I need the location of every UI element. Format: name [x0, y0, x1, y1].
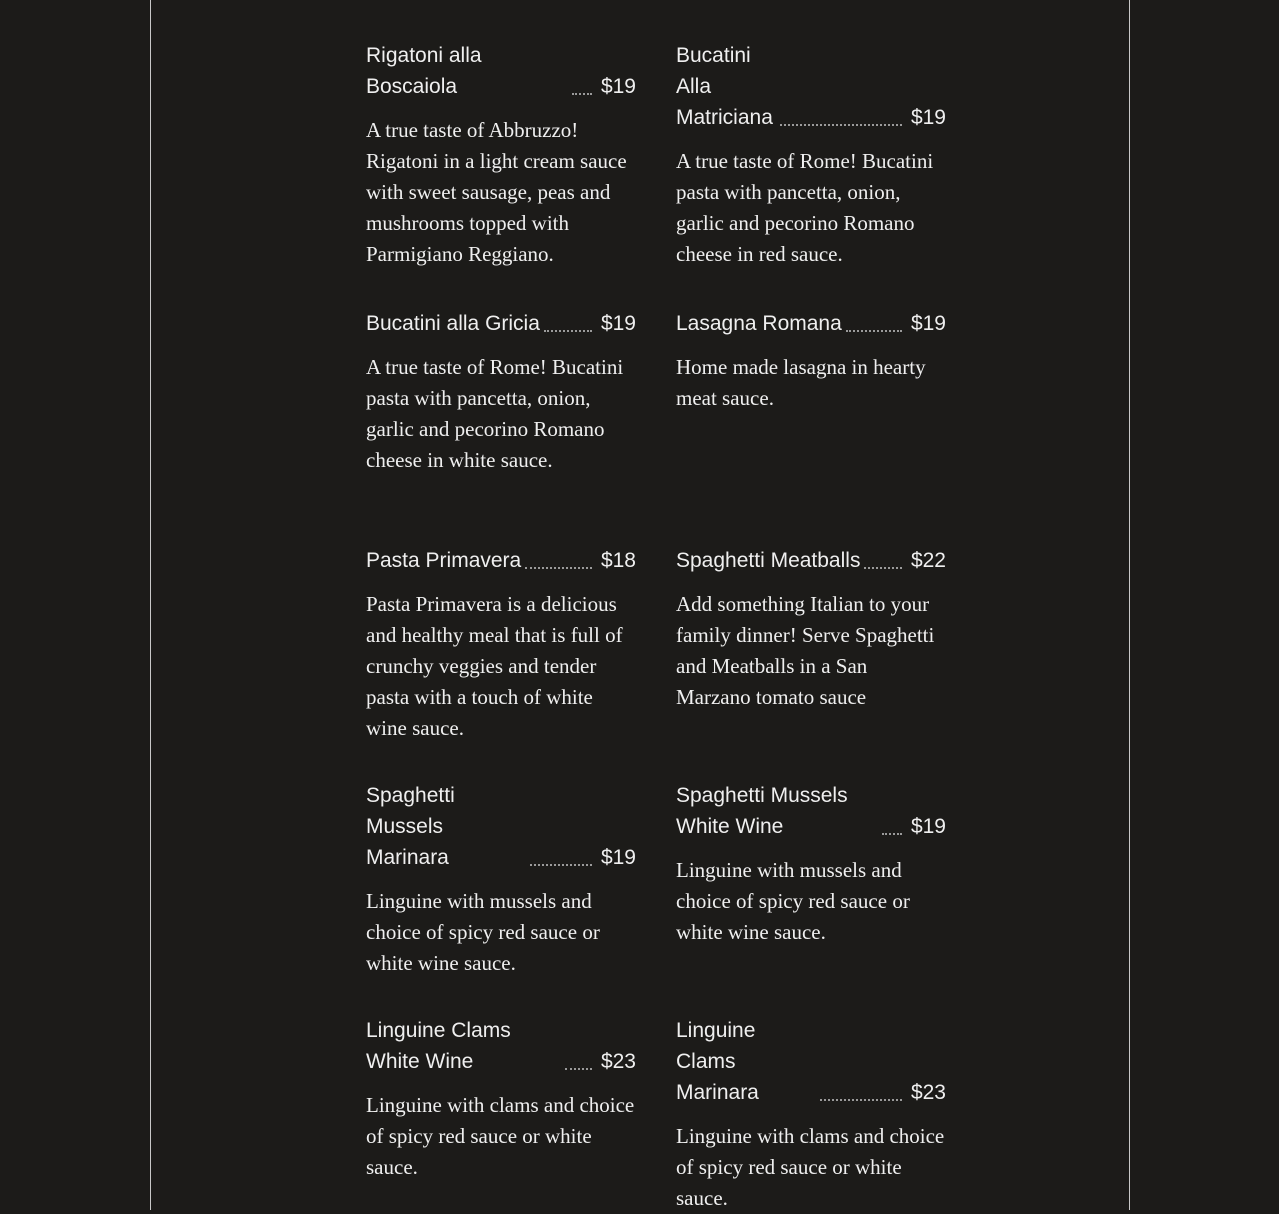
dotted-leader — [820, 1098, 902, 1101]
menu-item-price: $19 — [910, 106, 946, 129]
dotted-leader — [544, 329, 592, 332]
menu-item-price: $19 — [910, 312, 946, 335]
menu-item-price: $22 — [910, 549, 946, 572]
menu-item-description: Linguine with clams and choice of spicy red sauce or white sauce. — [676, 1124, 945, 1210]
menu-item-header — [676, 1015, 946, 1108]
dotted-leader — [864, 566, 902, 569]
menu-item-description: Pasta Primavera is a delicious and healthy meal that is full of crunchy veggies and tender pasta with a touch of white wine sauce. — [366, 592, 623, 740]
dotted-leader — [525, 566, 592, 569]
menu-item — [366, 780, 636, 1015]
menu-item-name: Spaghetti Meatballs — [676, 549, 861, 572]
menu-item-name: Rigatoni alla Boscaiola — [366, 44, 482, 98]
menu-item — [366, 545, 636, 780]
menu-item — [676, 545, 946, 780]
left-border-line — [150, 0, 151, 1210]
menu-item-price: $19 — [600, 846, 636, 869]
menu-item-price: $23 — [600, 1050, 636, 1073]
menu-item-price: $19 — [600, 312, 636, 335]
menu-item-header — [676, 40, 946, 133]
dotted-leader — [882, 832, 902, 835]
menu-item-price: $19 — [910, 815, 946, 838]
menu-item-price: $19 — [600, 75, 636, 98]
menu-item-name: Linguine Clams Marinara — [676, 1019, 759, 1104]
menu-item-description: A true taste of Abbruzzo! Rigatoni in a light cream sauce with sweet sausage, peas and mushrooms topped with Parmigiano Reggiano. — [366, 118, 627, 266]
dotted-leader — [846, 329, 902, 332]
menu-grid — [366, 40, 946, 1214]
menu-item-name: Linguine Clams White Wine — [366, 1019, 511, 1073]
right-border-line — [1129, 0, 1130, 1210]
menu-item — [366, 308, 636, 545]
menu-item-header — [366, 545, 636, 576]
menu-item-name: Spaghetti Mussels White Wine — [676, 784, 848, 838]
menu-item-header — [676, 545, 946, 576]
menu-item-description: A true taste of Rome! Bucatini pasta with pancetta, onion, garlic and pecorino Romano cheese in red sauce. — [676, 149, 934, 266]
menu-item-header — [366, 308, 636, 339]
menu-item-description: A true taste of Rome! Bucatini pasta with pancetta, onion, garlic and pecorino Romano cheese in white sauce. — [366, 355, 624, 472]
dotted-leader — [780, 123, 902, 126]
dotted-leader — [572, 92, 592, 95]
menu-item-description: Home made lasagna in hearty meat sauce. — [676, 355, 926, 410]
menu-item-name: Pasta Primavera — [366, 549, 522, 572]
menu-item-name: Bucatini alla Gricia — [366, 312, 540, 335]
menu-item — [676, 780, 946, 1015]
menu-item — [366, 40, 636, 308]
menu-item-price: $23 — [910, 1081, 946, 1104]
menu-item-header — [366, 1015, 636, 1077]
menu-item-description: Linguine with mussels and choice of spicy red sauce or white wine sauce. — [676, 858, 910, 944]
menu-item-header — [366, 780, 636, 873]
menu-item-description: Linguine with mussels and choice of spicy red sauce or white wine sauce. — [366, 889, 600, 975]
menu-item — [366, 1015, 636, 1214]
menu-item-description: Linguine with clams and choice of spicy red sauce or white sauce. — [366, 1093, 635, 1179]
menu-item-price: $18 — [600, 549, 636, 572]
menu-item — [676, 1015, 946, 1214]
dotted-leader — [530, 863, 592, 866]
menu-item-header — [366, 40, 636, 102]
menu-item-name: Spaghetti Mussels Marinara — [366, 784, 455, 869]
menu-item-description: Add something Italian to your family dinner! Serve Spaghetti and Meatballs in a San Marzano tomato sauce — [676, 592, 935, 709]
menu-item — [676, 308, 946, 545]
dotted-leader — [565, 1067, 592, 1070]
menu-item-name: Lasagna Romana — [676, 312, 842, 335]
menu-item-header — [676, 308, 946, 339]
menu-item-name: Bucatini Alla Matriciana — [676, 44, 773, 129]
menu-item-header — [676, 780, 946, 842]
menu-item — [676, 40, 946, 308]
